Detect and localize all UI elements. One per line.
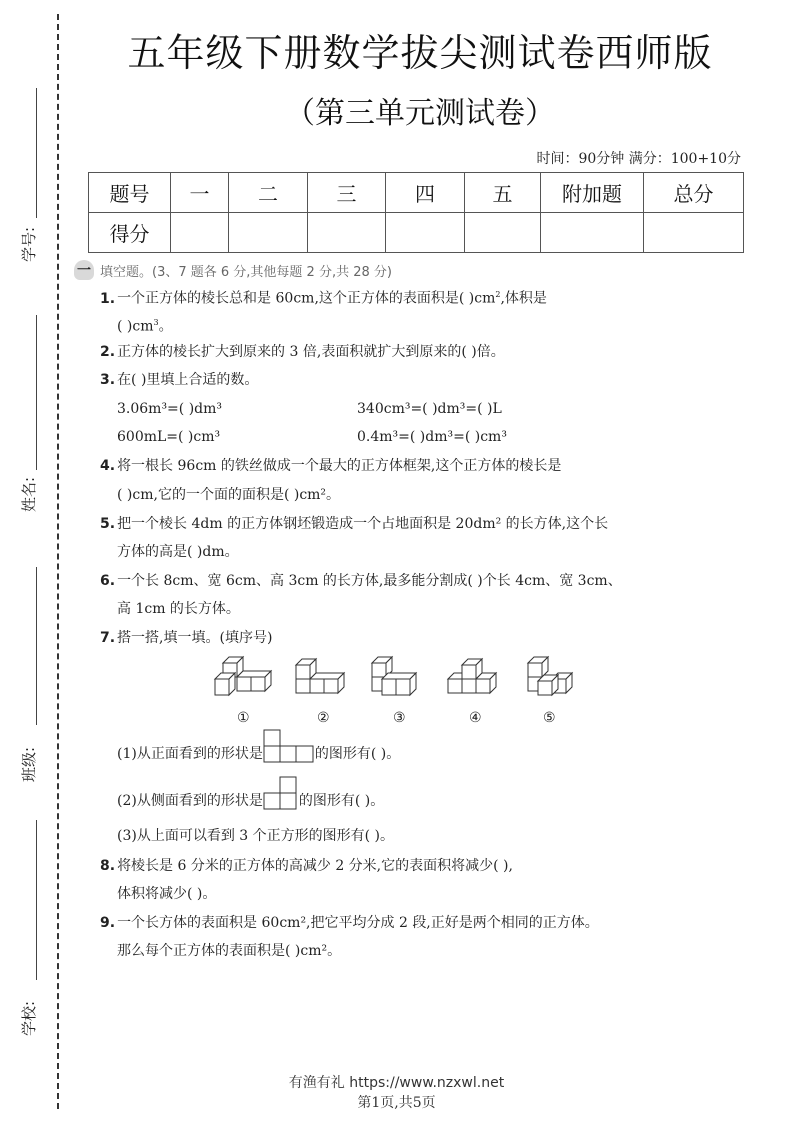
cube-figure-3 <box>372 657 416 695</box>
question-number: 3. <box>100 372 116 388</box>
cube-figure-1 <box>215 657 271 695</box>
class-label: 班级: <box>20 746 38 782</box>
header-cell: 附加题 <box>541 173 644 213</box>
question-4 <box>100 456 561 476</box>
question-text: 一个正方体的棱长总和是 60cm,这个正方体的表面积是( )cm <box>117 290 496 307</box>
question-text: (2)从侧面看到的形状是 <box>117 793 263 809</box>
name-blank[interactable] <box>36 315 37 470</box>
question-text: 正方体的棱长扩大到原来的 3 倍,表面积就扩大到原来的( )倍。 <box>117 344 505 360</box>
cube-figure-4 <box>448 659 496 693</box>
question-text: 将棱长是 6 分米的正方体的高减少 2 分米,它的表面积将减少( ), <box>117 858 513 874</box>
cube-figure-2 <box>296 659 344 693</box>
score-cell[interactable] <box>308 213 386 253</box>
exam-time-score: 时间：90分钟 满分：100+10分 <box>536 151 741 167</box>
question-5 <box>100 514 608 534</box>
figure-label-2: ② <box>317 710 330 726</box>
q3-item-4: 0.4m³=( )dm³=( )cm³ <box>357 429 507 445</box>
question-number: 6. <box>100 573 116 589</box>
q7-sub-2 <box>117 790 384 812</box>
question-text: 一个长方体的表面积是 60cm²,把它平均分成 2 段,正好是两个相同的正方体。 <box>117 915 599 931</box>
question-number: 1. <box>100 290 116 307</box>
figure-label-5: ⑤ <box>543 710 556 726</box>
score-cell[interactable] <box>465 213 541 253</box>
front-view-shape-icon <box>263 729 315 765</box>
score-cell[interactable] <box>644 213 744 253</box>
punctuation: 。 <box>158 318 173 335</box>
header-cell: 一 <box>171 173 229 213</box>
question-text: 的图形有( )。 <box>298 793 385 809</box>
question-number: 5. <box>100 516 116 532</box>
side-view-shape-icon <box>263 776 299 812</box>
q7-sub-3: (3)从上面可以看到 3 个正方形的图形有( )。 <box>117 828 395 844</box>
figure-label-4: ④ <box>469 710 482 726</box>
score-table-header-row <box>89 173 744 213</box>
question-9-line2: 那么每个正方体的表面积是( )cm²。 <box>117 943 342 959</box>
score-cell[interactable] <box>229 213 308 253</box>
header-cell: 题号 <box>89 173 171 213</box>
question-1: 1. 一个正方体的棱长总和是 60cm,这个正方体的表面积是( )$cm^2$,体积是 <box>100 290 547 307</box>
student-id-blank[interactable] <box>36 88 37 218</box>
question-9 <box>100 913 599 933</box>
question-8 <box>100 856 513 876</box>
question-number: 4. <box>100 458 116 474</box>
question-4-line2: ( )cm,它的一个面的面积是( )cm²。 <box>117 487 341 503</box>
header-cell: 总分 <box>644 173 744 213</box>
class-blank[interactable] <box>36 567 37 725</box>
page-subtitle: （第三单元测试卷） <box>285 96 555 131</box>
question-number: 7. <box>100 630 116 646</box>
question-5-line2: 方体的高是( )dm。 <box>117 544 239 560</box>
header-cell: 四 <box>386 173 465 213</box>
question-number: 2. <box>100 344 116 360</box>
question-text: (1)从正面看到的形状是 <box>117 746 263 762</box>
question-1-line2: ( )$cm^3$。 <box>117 318 173 335</box>
section-title: 填空题。(3、7 题各 6 分,其他每题 2 分,共 28 分) <box>100 264 392 280</box>
question-text: 一个长 8cm、宽 6cm、高 3cm 的长方体,最多能分割成( )个长 4cm、宽 3cm、 <box>117 573 622 589</box>
binding-dashed-line <box>57 14 59 1109</box>
section-badge: 一 <box>74 260 94 280</box>
question-text: 将一根长 96cm 的铁丝做成一个最大的正方体框架,这个正方体的棱长是 <box>117 458 562 474</box>
figure-label-3: ③ <box>393 710 406 726</box>
question-text: 搭一搭,填一填。(填序号) <box>117 630 273 646</box>
question-2 <box>100 342 505 362</box>
footer-watermark: 有渔有礼 https://www.nzxwl.net <box>288 1075 505 1091</box>
school-blank[interactable] <box>36 820 37 980</box>
score-cell[interactable] <box>541 213 644 253</box>
question-6-line2: 高 1cm 的长方体。 <box>117 601 240 617</box>
question-6 <box>100 571 622 591</box>
question-text: ( )cm <box>117 318 154 335</box>
header-cell: 五 <box>465 173 541 213</box>
score-table <box>88 172 744 253</box>
question-8-line2: 体积将减少( )。 <box>117 886 217 902</box>
q3-item-2: 340cm³=( )dm³=( )L <box>357 401 502 417</box>
page-number: 第1页,共5页 <box>357 1095 436 1111</box>
question-number: 8. <box>100 858 116 874</box>
score-cell[interactable] <box>386 213 465 253</box>
q7-sub-1 <box>117 743 400 765</box>
question-number: 9. <box>100 915 116 931</box>
question-3 <box>100 370 258 390</box>
school-label: 学校: <box>20 1000 38 1036</box>
score-table-score-row <box>89 213 744 253</box>
header-cell: 三 <box>308 173 386 213</box>
score-cell[interactable] <box>171 213 229 253</box>
header-cell: 二 <box>229 173 308 213</box>
student-id-label: 学号: <box>20 226 38 262</box>
cube-figure-5 <box>528 657 572 695</box>
score-row-label: 得分 <box>89 213 171 253</box>
q3-item-1: 3.06m³=( )dm³ <box>117 401 223 417</box>
figure-label-1: ① <box>237 710 250 726</box>
question-text: 的图形有( )。 <box>314 746 401 762</box>
question-text: 在( )里填上合适的数。 <box>117 372 259 388</box>
question-7 <box>100 628 272 648</box>
question-text: ,体积是 <box>500 290 547 307</box>
section-heading <box>74 260 392 280</box>
q3-item-3: 600mL=( )cm³ <box>117 429 221 445</box>
cube-figures <box>210 655 590 705</box>
page-title: 五年级下册数学拔尖测试卷西师版 <box>127 31 713 75</box>
question-text: 把一个棱长 4dm 的正方体钢坯锻造成一个占地面积是 20dm² 的长方体,这个长 <box>117 516 609 532</box>
name-label: 姓名: <box>20 476 38 512</box>
